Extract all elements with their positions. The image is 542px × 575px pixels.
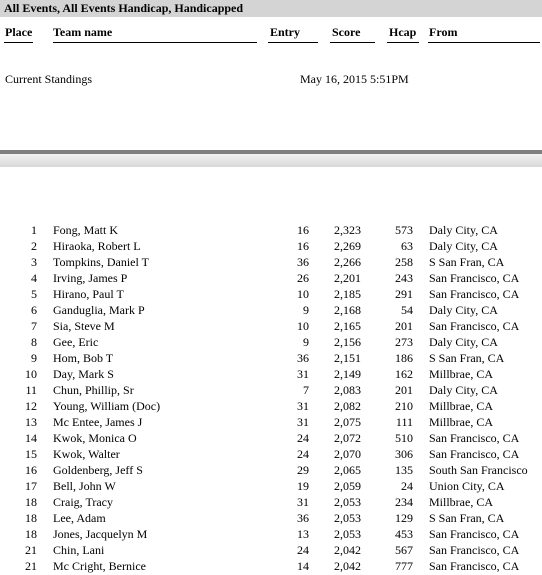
from-cell: Millbrae, CA (429, 415, 493, 429)
hcap-cell: 201 (395, 319, 413, 333)
place-cell: 12 (25, 399, 37, 413)
score-cell: 2,042 (334, 559, 361, 573)
from-cell: South San Francisco (429, 463, 528, 477)
score-cell: 2,185 (334, 287, 361, 301)
hcap-cell: 567 (395, 543, 413, 557)
team-name-cell: Kwok, Monica O (53, 431, 137, 445)
table-row (0, 222, 542, 238)
score-cell: 2,083 (334, 383, 361, 397)
hcap-cell: 111 (395, 415, 413, 429)
entry-cell: 26 (297, 271, 309, 285)
team-name-cell: Chin, Lani (53, 543, 105, 557)
team-name-cell: Goldenberg, Jeff S (53, 463, 143, 477)
place-cell: 6 (31, 303, 37, 317)
from-cell: S San Fran, CA (429, 511, 505, 525)
entry-cell: 9 (303, 303, 309, 317)
place-cell: 9 (31, 351, 37, 365)
from-cell: San Francisco, CA (429, 527, 520, 541)
from-cell: San Francisco, CA (429, 271, 520, 285)
table-row (0, 558, 542, 574)
hcap-cell: 306 (395, 447, 413, 461)
team-name-cell: Day, Mark S (53, 367, 114, 381)
score-cell: 2,070 (334, 447, 361, 461)
place-cell: 16 (25, 463, 37, 477)
from-cell: Millbrae, CA (429, 495, 493, 509)
score-cell: 2,075 (334, 415, 361, 429)
place-cell: 18 (25, 511, 37, 525)
standings-label: Current Standings (5, 72, 92, 86)
from-cell: San Francisco, CA (429, 287, 520, 301)
header-underline-entry (268, 42, 318, 43)
entry-cell: 29 (297, 463, 309, 477)
table-row (0, 254, 542, 270)
from-cell: Daly City, CA (429, 239, 498, 253)
entry-cell: 31 (297, 415, 309, 429)
hcap-cell: 24 (401, 479, 413, 493)
from-cell: San Francisco, CA (429, 447, 520, 461)
entry-cell: 10 (297, 287, 309, 301)
table-row (0, 302, 542, 318)
table-row (0, 366, 542, 382)
score-cell: 2,151 (334, 351, 361, 365)
hcap-cell: 234 (395, 495, 413, 509)
table-row (0, 238, 542, 254)
from-cell: S San Fran, CA (429, 351, 505, 365)
entry-cell: 24 (297, 447, 309, 461)
score-cell: 2,082 (334, 399, 361, 413)
hcap-cell: 210 (395, 399, 413, 413)
column-header-team-name: Team name (53, 25, 113, 39)
place-cell: 11 (25, 383, 37, 397)
place-cell: 3 (31, 255, 37, 269)
entry-cell: 16 (297, 239, 309, 253)
hcap-cell: 291 (395, 287, 413, 301)
team-name-cell: Bell, John W (53, 479, 116, 493)
hcap-cell: 54 (401, 303, 413, 317)
hcap-cell: 510 (395, 431, 413, 445)
place-cell: 18 (25, 495, 37, 509)
team-name-cell: Chun, Phillip, Sr (53, 383, 134, 397)
team-name-cell: Craig, Tracy (53, 495, 113, 509)
from-cell: Union City, CA (429, 479, 505, 493)
entry-cell: 36 (297, 351, 309, 365)
hcap-cell: 63 (401, 239, 413, 253)
score-cell: 2,156 (334, 335, 361, 349)
from-cell: S San Fran, CA (429, 255, 505, 269)
team-name-cell: Hiraoka, Robert L (53, 239, 141, 253)
score-cell: 2,269 (334, 239, 361, 253)
table-row (0, 398, 542, 414)
team-name-cell: Fong, Matt K (53, 223, 119, 237)
score-cell: 2,168 (334, 303, 361, 317)
entry-cell: 9 (303, 335, 309, 349)
hcap-cell: 573 (395, 223, 413, 237)
team-name-cell: Hirano, Paul T (53, 287, 124, 301)
team-name-cell: Ganduglia, Mark P (53, 303, 145, 317)
entry-cell: 19 (297, 479, 309, 493)
place-cell: 8 (31, 335, 37, 349)
place-cell: 13 (25, 415, 37, 429)
score-cell: 2,053 (334, 495, 361, 509)
score-cell: 2,165 (334, 319, 361, 333)
table-row (0, 526, 542, 542)
table-row (0, 350, 542, 366)
section-separator-band (0, 154, 542, 167)
header-underline-hcap (387, 42, 419, 43)
team-name-cell: Jones, Jacquelyn M (53, 527, 148, 541)
table-row (0, 286, 542, 302)
score-cell: 2,042 (334, 543, 361, 557)
table-row (0, 494, 542, 510)
score-cell: 2,059 (334, 479, 361, 493)
column-header-entry: Entry (270, 25, 300, 39)
score-cell: 2,072 (334, 431, 361, 445)
entry-cell: 10 (297, 319, 309, 333)
entry-cell: 36 (297, 511, 309, 525)
entry-cell: 31 (297, 399, 309, 413)
from-cell: Daly City, CA (429, 335, 498, 349)
column-header-score: Score (332, 25, 361, 39)
score-cell: 2,201 (334, 271, 361, 285)
place-cell: 14 (25, 431, 37, 445)
place-cell: 7 (31, 319, 37, 333)
team-name-cell: Gee, Eric (53, 335, 99, 349)
report-title: All Events, All Events Handicap, Handicapped (4, 1, 244, 15)
header-underline-from (428, 42, 540, 43)
from-cell: San Francisco, CA (429, 319, 520, 333)
team-name-cell: Kwok, Walter (53, 447, 120, 461)
entry-cell: 14 (297, 559, 309, 573)
header-underline-team-name (53, 42, 257, 43)
column-header-place: Place (5, 25, 33, 39)
hcap-cell: 243 (395, 271, 413, 285)
hcap-cell: 129 (395, 511, 413, 525)
from-cell: Daly City, CA (429, 303, 498, 317)
team-name-cell: Hom, Bob T (53, 351, 114, 365)
place-cell: 21 (25, 559, 37, 573)
from-cell: San Francisco, CA (429, 543, 520, 557)
table-row (0, 430, 542, 446)
team-name-cell: Young, William (Doc) (53, 399, 161, 413)
column-header-hcap: Hcap (389, 25, 417, 39)
place-cell: 21 (25, 543, 37, 557)
hcap-cell: 258 (395, 255, 413, 269)
place-cell: 2 (31, 239, 37, 253)
hcap-cell: 162 (395, 367, 413, 381)
place-cell: 17 (25, 479, 37, 493)
table-row (0, 446, 542, 462)
hcap-cell: 273 (395, 335, 413, 349)
team-name-cell: Mc Entee, James J (53, 415, 143, 429)
entry-cell: 13 (297, 527, 309, 541)
header-underline-place (4, 42, 33, 43)
hcap-cell: 201 (395, 383, 413, 397)
table-row (0, 334, 542, 350)
place-cell: 1 (31, 223, 37, 237)
score-cell: 2,266 (334, 255, 361, 269)
table-row (0, 478, 542, 494)
from-cell: Millbrae, CA (429, 399, 493, 413)
team-name-cell: Tompkins, Daniel T (53, 255, 149, 269)
score-cell: 2,323 (334, 223, 361, 237)
table-row (0, 270, 542, 286)
score-cell: 2,149 (334, 367, 361, 381)
score-cell: 2,065 (334, 463, 361, 477)
table-row (0, 414, 542, 430)
report-date: May 16, 2015 5:51PM (300, 72, 409, 86)
entry-cell: 36 (297, 255, 309, 269)
hcap-cell: 777 (395, 559, 413, 573)
team-name-cell: Mc Cright, Bernice (53, 559, 146, 573)
score-cell: 2,053 (334, 527, 361, 541)
standings-table (0, 222, 542, 574)
from-cell: San Francisco, CA (429, 559, 520, 573)
place-cell: 5 (31, 287, 37, 301)
team-name-cell: Irving, James P (53, 271, 128, 285)
header-underline-score (330, 42, 375, 43)
entry-cell: 24 (297, 431, 309, 445)
table-row (0, 462, 542, 478)
table-row (0, 382, 542, 398)
team-name-cell: Sia, Steve M (53, 319, 115, 333)
place-cell: 15 (25, 447, 37, 461)
place-cell: 10 (25, 367, 37, 381)
entry-cell: 24 (297, 543, 309, 557)
from-cell: Daly City, CA (429, 223, 498, 237)
column-header-from: From (429, 25, 458, 39)
team-name-cell: Lee, Adam (53, 511, 106, 525)
place-cell: 4 (31, 271, 37, 285)
score-cell: 2,053 (334, 511, 361, 525)
entry-cell: 16 (297, 223, 309, 237)
from-cell: Millbrae, CA (429, 367, 493, 381)
entry-cell: 7 (303, 383, 309, 397)
from-cell: Daly City, CA (429, 383, 498, 397)
from-cell: San Francisco, CA (429, 431, 520, 445)
hcap-cell: 453 (395, 527, 413, 541)
table-row (0, 510, 542, 526)
hcap-cell: 135 (395, 463, 413, 477)
table-row (0, 318, 542, 334)
table-row (0, 542, 542, 558)
place-cell: 18 (25, 527, 37, 541)
entry-cell: 31 (297, 495, 309, 509)
hcap-cell: 186 (395, 351, 413, 365)
entry-cell: 31 (297, 367, 309, 381)
